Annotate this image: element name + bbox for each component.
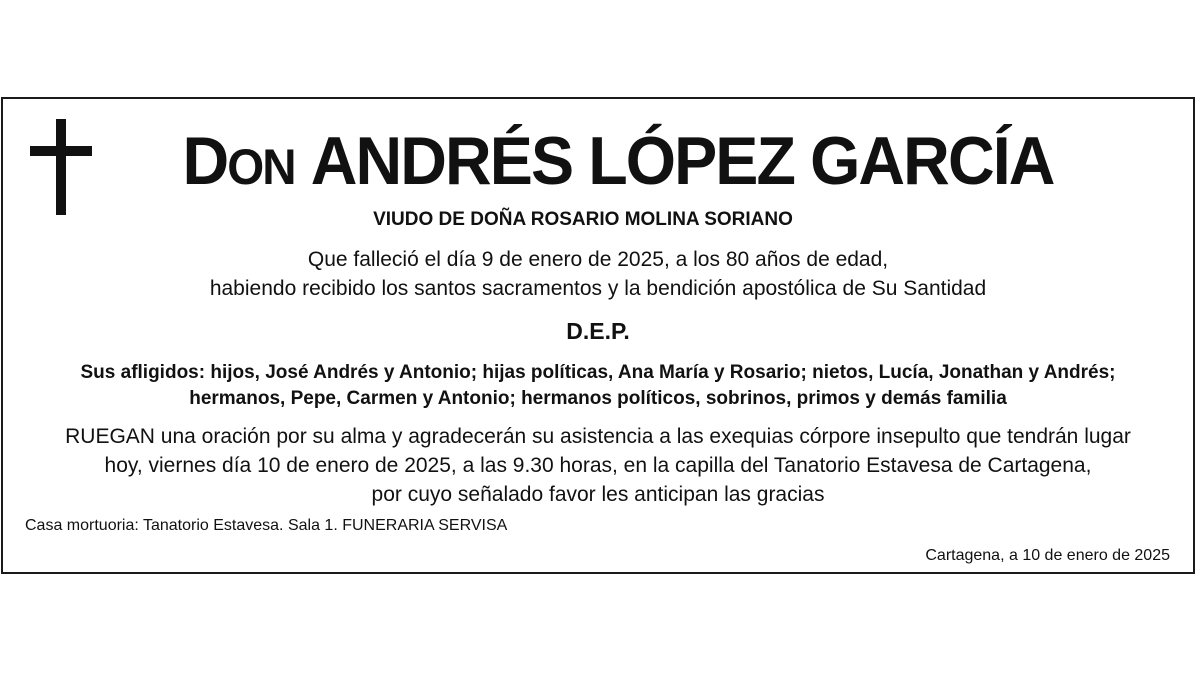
passing-line-1: Que falleció el día 9 de enero de 2025, a los 80 años de edad,: [307, 248, 889, 271]
obituary-notice: [1, 97, 1195, 574]
funeral-home-info: Casa mortuoria: Tanatorio Estavesa. Sala 1. FUNERARIA SERVISA: [25, 517, 508, 534]
latin-cross-icon: [30, 119, 92, 215]
honorific-rest: ON: [227, 139, 295, 195]
place-and-date: Cartagena, a 10 de enero de 2025: [925, 547, 1170, 564]
family-line-1: Sus afligidos: hijos, José Andrés y Antonio; hijas políticas, Ana María y Rosario; nietos, Lucía, Jonathan y Andrés;: [80, 362, 1116, 383]
widow-of-line: VIUDO DE DOÑA ROSARIO MOLINA SORIANO: [373, 209, 793, 230]
request-line-1: RUEGAN una oración por su alma y agradecerán su asistencia a las exequias córpore insepulto que tendrán lugar: [65, 425, 1131, 448]
rip-abbreviation: D.E.P.: [566, 318, 630, 344]
honorific-initial: D: [182, 123, 228, 199]
family-line-2: hermanos, Pepe, Carmen y Antonio; hermanos políticos, sobrinos, primos y demás familia: [189, 388, 1007, 409]
deceased-name: ANDRÉS LÓPEZ GARCÍA: [310, 123, 1054, 199]
request-line-2: hoy, viernes día 10 de enero de 2025, a las 9.30 horas, en la capilla del Tanatorio Estavesa de Cartagena,: [104, 454, 1092, 477]
passing-line-2: habiendo recibido los santos sacramentos y la bendición apostólica de Su Santidad: [209, 277, 987, 300]
request-line-3: por cuyo señalado favor les anticipan las gracias: [371, 483, 825, 506]
deceased-name-heading: [129, 119, 1108, 209]
